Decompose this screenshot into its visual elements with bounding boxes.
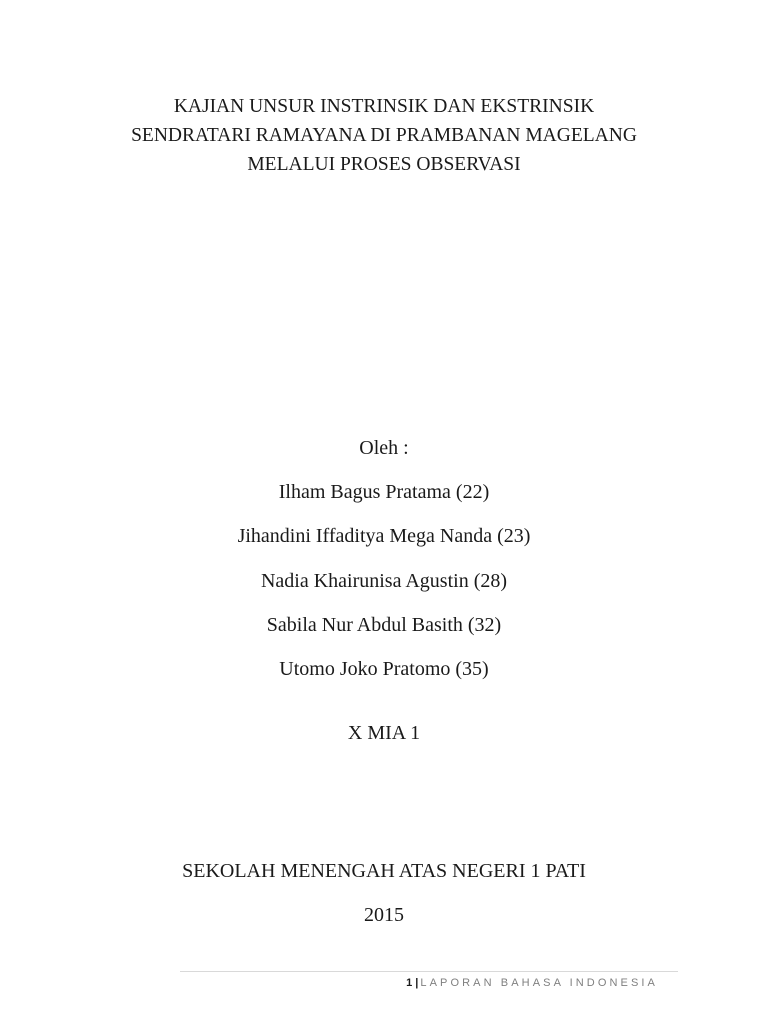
school-name: SEKOLAH MENENGAH ATAS NEGERI 1 PATI (182, 860, 586, 882)
author-name: Jihandini Iffaditya Mega Nanda (23) (237, 525, 531, 548)
by-label: Oleh : (359, 437, 409, 459)
document-title (0, 92, 768, 179)
footer-separator: | (415, 977, 419, 989)
year: 2015 (364, 904, 404, 926)
page-footer (406, 975, 658, 991)
title-line-2: SENDRATARI RAMAYANA DI PRAMBANAN MAGELANG (131, 125, 637, 146)
class-name: X MIA 1 (347, 722, 421, 744)
title-line-3: MELALUI PROSES OBSERVASI (247, 154, 521, 175)
author-name: Sabila Nur Abdul Basith (32) (266, 613, 502, 636)
footer-label: LAPORAN BAHASA INDONESIA (420, 977, 658, 989)
author-name: Ilham Bagus Pratama (22) (278, 481, 490, 504)
author-name: Utomo Joko Pratomo (35) (279, 658, 489, 681)
page-number: 1 (406, 977, 413, 989)
author-name: Nadia Khairunisa Agustin (28) (260, 569, 508, 592)
footer-divider (180, 971, 678, 972)
title-line-1: KAJIAN UNSUR INSTRINSIK DAN EKSTRINSIK (173, 96, 595, 117)
authors-section (0, 426, 768, 691)
